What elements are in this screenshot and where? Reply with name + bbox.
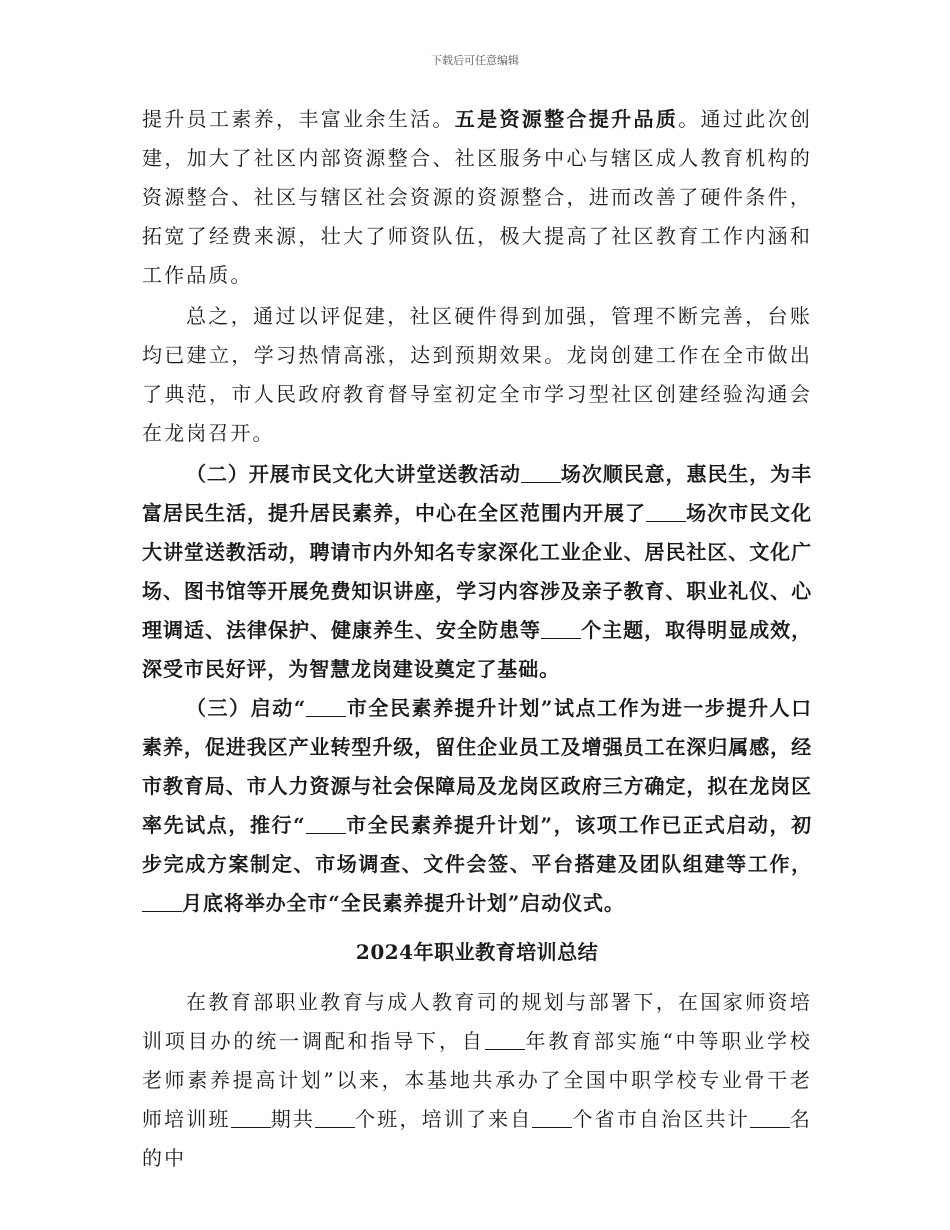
paragraph-text: 。通过此次创建，加大了社区内部资源整合、社区服务中心与辖区成人教育机构的资源整合、社区与辖区社会资源的资源整合，进而改善了硬件条件，拓宽了经费来源，壮大了师资队伍，极大提高了社区教育工作内涵和工作品质。 — [142, 107, 813, 287]
page-header-note: 下载后可任意编辑 — [431, 54, 519, 67]
paragraph-text: 场次顺民意，惠民生，为丰富居民生活，提升居民素养，中心在全区范围内开展了 — [142, 462, 812, 525]
paragraph-text: （三）启动“ — [186, 696, 307, 720]
paragraph-resource-integration — [142, 100, 812, 295]
fill-in-blank — [315, 1107, 355, 1128]
bold-heading-text: 五是资源整合提升品质 — [454, 107, 679, 131]
fill-in-blank — [521, 462, 561, 483]
paragraph-text: 场次市民文化大讲堂送教活动，聘请市内外知名专家深化工业企业、居民社区、文化广场、图书馆等开展免费知识讲座，学习内容涉及亲子教育、职业礼仪、心理调适、法律保护、健康养生、安全防患等 — [142, 501, 812, 642]
paragraph-text: 年教育部实施“中等职业学校老师素养提高计划”以来，本基地共承办了全国中职学校专业骨干老师培训班 — [142, 1029, 812, 1131]
paragraph-text: 个班，培训了来自 — [355, 1107, 533, 1131]
paragraph-section-three — [142, 689, 812, 923]
fill-in-blank — [541, 618, 581, 639]
paragraph-text: 期共 — [270, 1107, 316, 1131]
document-title: 2024年职业教育培训总结 — [355, 940, 599, 964]
fill-in-blank — [306, 813, 346, 834]
fill-in-blank — [306, 696, 346, 717]
paragraph-text: （二）开展市民文化大讲堂送教活动 — [186, 462, 521, 486]
fill-in-blank — [231, 1107, 271, 1128]
paragraph-text: 月底将举办全市“全民素养提升计划”启动仪式。 — [182, 891, 625, 915]
paragraph-text: 市全民素养提升计划”，该项工作已正式启动，初步完成方案制定、市场调查、文件会签、平台搭建及团队组建等工作， — [142, 813, 812, 876]
fill-in-blank — [142, 891, 182, 912]
paragraph-intro — [142, 983, 812, 1178]
paragraph-text: 个省市自治区共计 — [572, 1107, 750, 1131]
paragraph-text: 提升员工素养，丰富业余生活。 — [142, 107, 455, 131]
paragraph-section-two — [142, 455, 812, 689]
fill-in-blank — [532, 1107, 572, 1128]
fill-in-blank — [485, 1029, 525, 1050]
paragraph-text: 在教育部职业教育与成人教育司的规划与部署下，在国家师资培训项目办的统一调配和指导下，自 — [142, 990, 812, 1053]
paragraph-text: 名的中 — [142, 1107, 812, 1170]
paragraph-summary: 总之，通过以评促建，社区硬件得到加强，管理不断完善，台账均已建立，学习热情高涨，达到预期效果。龙岗创建工作在全市做出了典范，市人民政府教育督导室初定全市学习型社区创建经验沟通会在龙岗召开。 — [142, 304, 812, 445]
paragraph-text: 个主题，取得明显成效，深受市民好评，为智慧龙岗建设奠定了基础。 — [142, 618, 812, 681]
fill-in-blank — [646, 501, 686, 522]
fill-in-blank — [750, 1107, 790, 1128]
document-body — [142, 100, 812, 1178]
paragraph-text: 市全民素养提升计划”试点工作为进一步提升人口素养，促进我区产业转型升级，留住企业员工及增强员工在深归属感，经市教育局、市人力资源与社会保障局及龙岗区政府三方确定，拟在龙岗区率先试点，推行“ — [142, 696, 812, 837]
